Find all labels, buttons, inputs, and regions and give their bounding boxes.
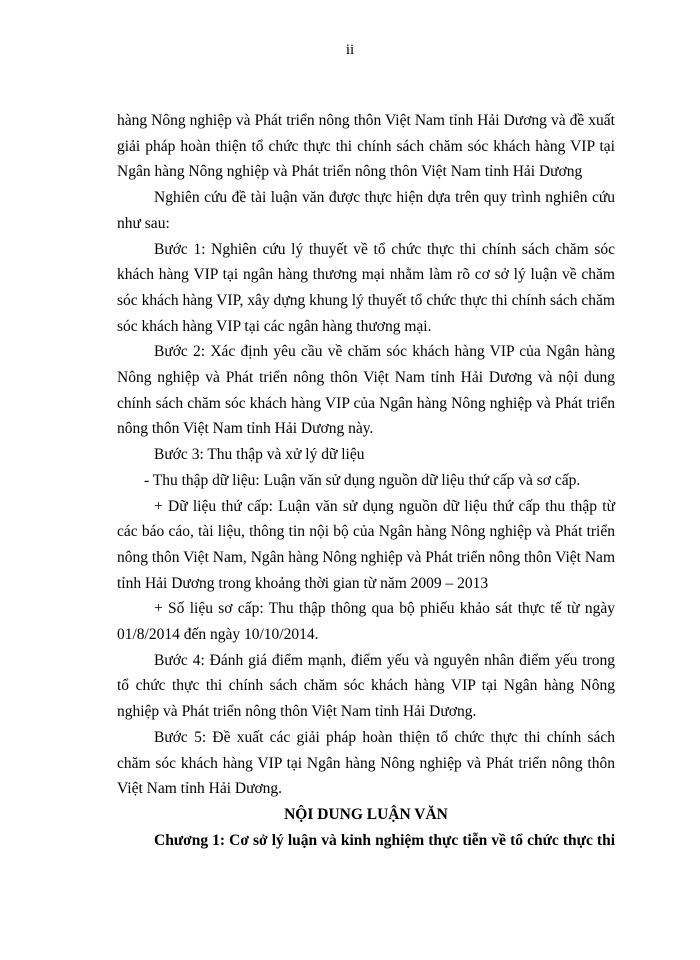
paragraph-research-intro: Nghiên cứu đề tài luận văn được thực hiện dựa trên quy trình nghiên cứu như sau: <box>117 189 615 232</box>
paragraph-step-5: Bước 5: Đề xuất các giải pháp hoàn thiện tổ chức thực thi chính sách chăm sóc khách hàng VIP tại Ngân hàng Nông nghiệp và Phát triển nông thôn Việt Nam tỉnh Hải Dương. <box>117 728 615 798</box>
paragraph-step-4: Bước 4: Đánh giá điểm mạnh, điểm yếu và nguyên nhân điểm yếu trong tổ chức thực thi chính sách chăm sóc khách hàng VIP tại Ngân hàng Nông nghiệp và Phát triển nông thôn Việt Nam tỉnh Hải Dương. <box>117 651 615 721</box>
page-number: ii <box>345 42 355 58</box>
paragraph-data-collection: - Thu thập dữ liệu: Luận văn sử dụng nguồn dữ liệu thứ cấp và sơ cấp. <box>144 471 581 489</box>
document-body <box>117 108 615 853</box>
section-heading: NỘI DUNG LUẬN VĂN <box>284 805 448 823</box>
paragraph-step-3: Bước 3: Thu thập và xử lý dữ liệu <box>154 446 365 464</box>
paragraph-secondary-data: + Dữ liệu thứ cấp: Luận văn sử dụng nguồn dữ liệu thứ cấp thu thập từ các báo cáo, tài liệu, thông tin nội bộ của Ngân hàng Nông nghiệp và Phát triển nông thôn Việt Nam, Ngân hàng Nông nghiệp và Phát triển nông thôn Việt Nam tỉnh Hải Dương trong khoảng thời gian từ năm 2009 – 2013 <box>117 497 615 592</box>
paragraph-continuation: hàng Nông nghiệp và Phát triển nông thôn Việt Nam tỉnh Hải Dương và đề xuất giải pháp hoàn thiện tổ chức thực thi chính sách chăm sóc khách hàng VIP tại Ngân hàng Nông nghiệp và Phát triển nông thôn Việt Nam tỉnh Hải Dương <box>117 112 615 181</box>
paragraph-step-1: Bước 1: Nghiên cứu lý thuyết về tổ chức thực thi chính sách chăm sóc khách hàng VIP tại ngân hàng thương mại nhằm làm rõ cơ sở lý luận về chăm sóc khách hàng VIP, xây dựng khung lý thuyết tổ chức thực thi chính sách chăm sóc khách hàng VIP tại các ngân hàng thương mại. <box>117 240 615 335</box>
paragraph-primary-data: + Số liệu sơ cấp: Thu thập thông qua bộ phiếu khảo sát thực tế từ ngày 01/8/2014 đến ngày 10/10/2014. <box>117 600 615 644</box>
chapter-1-title: Chương 1: Cơ sở lý luận và kinh nghiệm thực tiễn về tổ chức thực thi <box>154 831 615 849</box>
paragraph-step-2: Bước 2: Xác định yêu cầu về chăm sóc khách hàng VIP của Ngân hàng Nông nghiệp và Phát triển nông thôn Việt Nam tỉnh Hải Dương và nội dung chính sách chăm sóc khách hàng VIP của Ngân hàng Nông nghiệp và Phát triển nông thôn Việt Nam tỉnh Hải Dương này. <box>117 343 615 438</box>
